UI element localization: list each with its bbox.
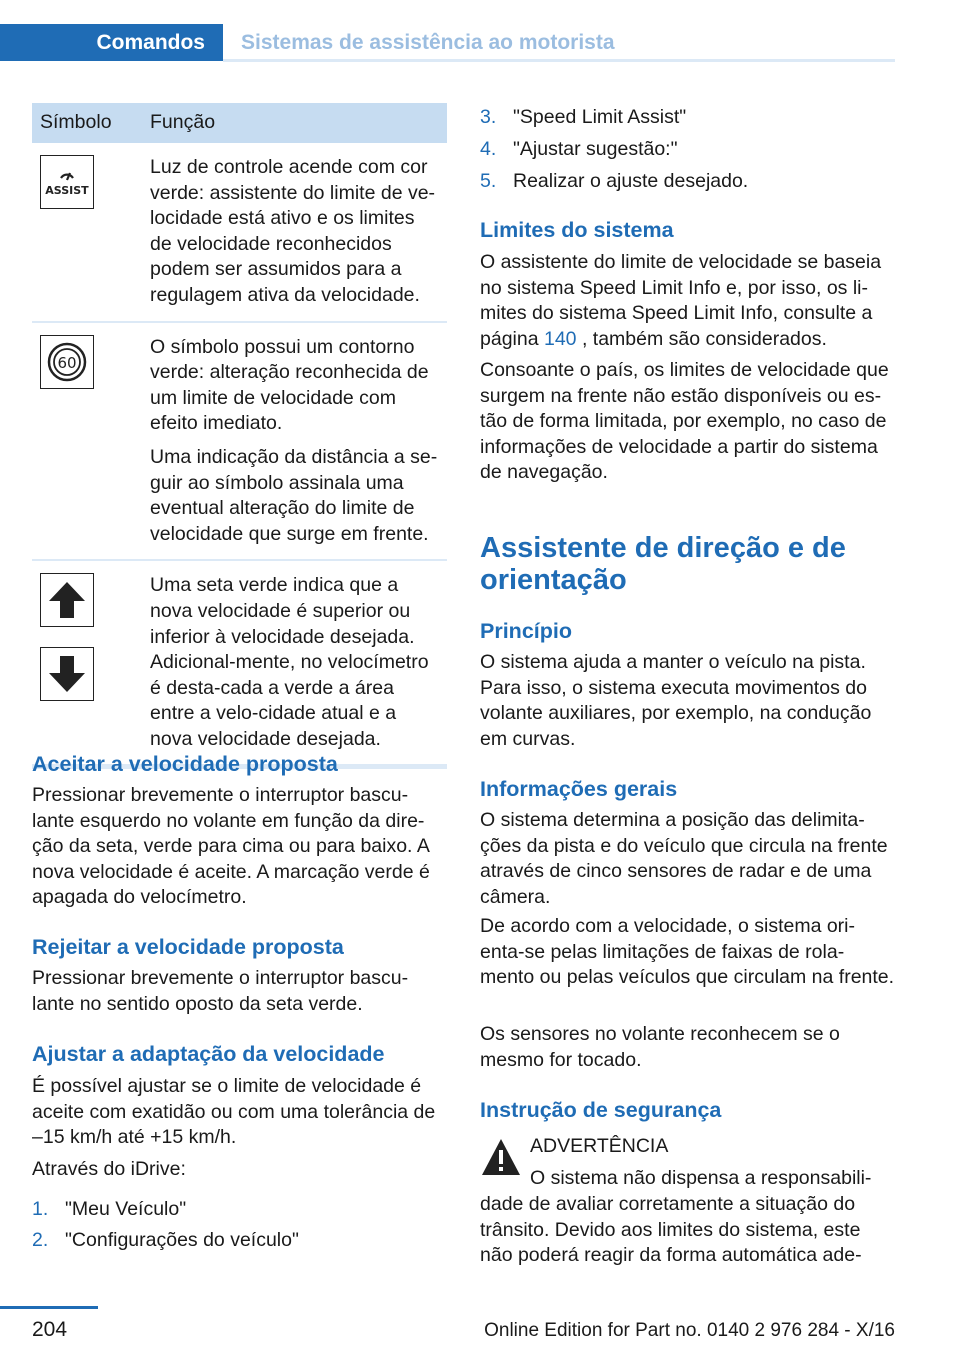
paragraph-adjust-speed: É possível ajustar se o limite de velocidade é aceite com exatidão ou com uma tolerância de –15 km/h até +15 km/h. (32, 1075, 436, 1149)
paragraph-accept-speed: Pressionar brevemente o interruptor bascu-lante esquerdo no volante em função da dire-ção da seta, verde para cima ou para baixo. A nova velocidade é aceite. A marcação verde é apagada do velocímetro. (32, 784, 430, 909)
paragraph-principle: O sistema ajuda a manter o veículo na pista. Para isso, o sistema executa movimentos do volante auxiliares, por exemplo, na condução em curvas. (480, 651, 872, 750)
list-number: 3. (480, 106, 497, 128)
arrow-up-icon (40, 573, 94, 627)
page-number: 204 (32, 1318, 68, 1341)
function-cell (140, 560, 447, 767)
list-text: "Meu Veículo" (65, 1198, 187, 1220)
paragraph-system-limits-2: Consoante o país, os limites de velocidade que surgem na frente não estão disponíveis ou es-tão de forma limitada, por exemplo, no caso de informações de velocidade a partir do sistema de navegação. (480, 359, 889, 484)
function-cell (140, 143, 447, 322)
warning-text-first-line: O sistema não dispensa a responsabili- (530, 1167, 872, 1189)
edition-text: Online Edition for Part no. 0140 2 976 284 - X/16 (484, 1320, 895, 1341)
symbol-cell (32, 322, 140, 561)
symbol-cell (32, 143, 140, 322)
list-text: Realizar o ajuste desejado. (513, 170, 749, 192)
function-text: Uma seta verde indica que a nova velocidade é superior ou inferior à velocidade desejada. Adicional-mente, no velocímetro é desta-cada a verde a área entre a velo-cidade atual e a nova velocidade desejada. (150, 574, 429, 750)
page-header (0, 0, 960, 62)
table-header-row (32, 103, 447, 143)
function-text: Uma indicação da distância a se-guir ao símbolo assinala uma eventual alteração do limite de velocidade que surge em frente. (150, 445, 438, 545)
list-number: 1. (32, 1198, 49, 1220)
col-function-header: Função (140, 103, 447, 143)
assist-icon (40, 155, 94, 209)
paragraph-system-limits: O assistente do limite de velocidade se baseia no sistema Speed Limit Info e, por isso, os li-mites do sistema Speed Limit Info, consulte a página 140 , também são considerados. (480, 251, 882, 350)
table-row (32, 322, 447, 561)
footer-divider (0, 1306, 98, 1309)
header-divider (223, 59, 895, 62)
list-item (480, 169, 748, 195)
list-item (32, 1197, 186, 1223)
list-text: "Speed Limit Assist" (513, 106, 687, 128)
paragraph-general-3: Os sensores no volante reconhecem se o mesmo for tocado. (480, 1023, 840, 1071)
function-text: O símbolo possui um contorno verde: alteração reconhecida de um limite de velocidade com efeito imediato. (150, 335, 429, 435)
paragraph-general-1: O sistema determina a posição das delimita-ções da pista e do veículo que circula na frente através de cinco sensores de radar e de uma câmera. (480, 809, 888, 908)
list-number: 5. (480, 170, 497, 192)
symbol-cell (32, 560, 140, 767)
function-text: Luz de controle acende com cor verde: assistente do limite de ve-locidade está ativo e os limites de velocidade reconhecidos podem ser assumidos para a regulagem ativa da velocidade. (150, 156, 436, 306)
paragraph-idrive: Através do iDrive: (32, 1158, 186, 1180)
function-cell (140, 322, 447, 561)
heading-accept-speed: Aceitar a velocidade proposta (32, 752, 338, 776)
heading-safety: Instrução de segurança (480, 1098, 722, 1122)
list-item (480, 105, 686, 131)
table-row (32, 143, 447, 322)
paragraph-general-2: De acordo com a velocidade, o sistema ori-enta-se pelas limitações de faixas de rola-mento ou pelas veículos que circulam na frente. (480, 915, 895, 989)
svg-text:60: 60 (57, 353, 77, 372)
col-symbol-header: Símbolo (32, 103, 140, 143)
heading-general-info: Informações gerais (480, 777, 678, 801)
list-text: "Configurações do veículo" (65, 1229, 299, 1251)
main-heading-steering-assistant: Assistente de direção e de orientação (480, 532, 846, 596)
subsection-tab[interactable]: Sistemas de assistência ao motorista (241, 31, 615, 54)
list-text: "Ajustar sugestão:" (513, 138, 678, 160)
list-item (480, 137, 678, 163)
warning-title: ADVERTÊNCIA (530, 1135, 669, 1157)
section-tab[interactable]: Comandos (0, 24, 223, 61)
list-number: 2. (32, 1229, 49, 1251)
list-number: 4. (480, 138, 497, 160)
warning-text: dade de avaliar corretamente a situação do trânsito. Devido aos limites do sistema, este não poderá reagir da forma automática ade- (480, 1193, 862, 1267)
svg-text:ASSIST: ASSIST (45, 184, 89, 197)
paragraph-reject-speed: Pressionar brevemente o interruptor bascu-lante no sentido oposto da seta verde. (32, 967, 409, 1015)
speed-limit-60-icon (40, 335, 94, 389)
heading-adjust-speed: Ajustar a adaptação da velocidade (32, 1042, 385, 1066)
arrow-down-icon (40, 647, 94, 701)
symbol-table (32, 103, 447, 769)
warning-icon (480, 1137, 522, 1177)
page-link[interactable]: 140 (543, 327, 577, 350)
heading-system-limits: Limites do sistema (480, 218, 674, 242)
list-item (32, 1228, 299, 1254)
table-row (32, 560, 447, 767)
heading-reject-speed: Rejeitar a velocidade proposta (32, 935, 344, 959)
heading-principle: Princípio (480, 619, 572, 643)
